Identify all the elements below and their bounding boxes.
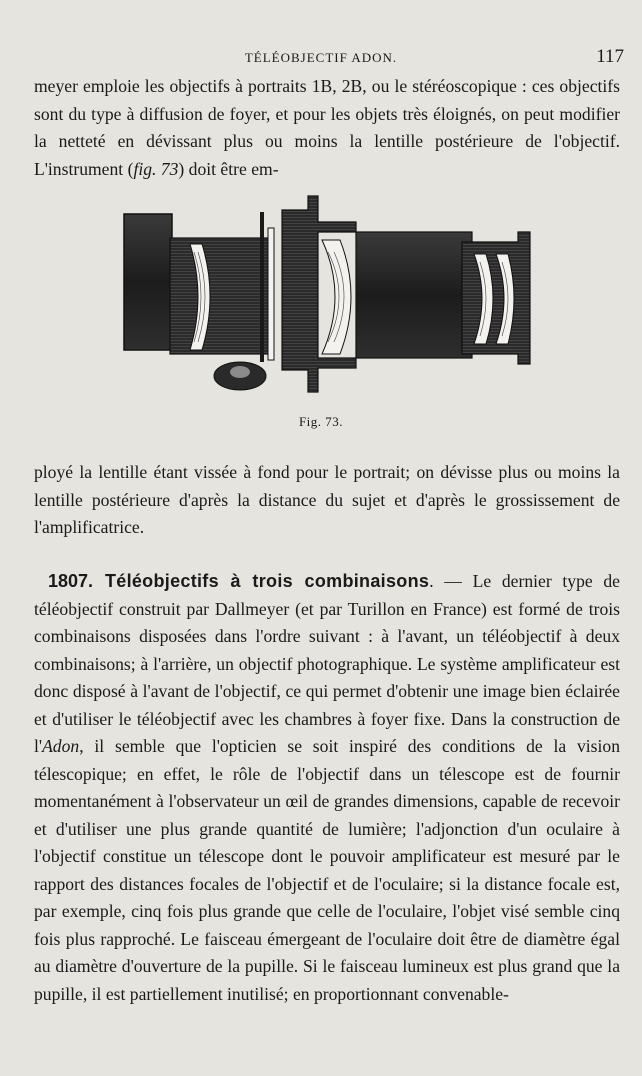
front-hood [124, 214, 172, 350]
running-head [0, 46, 642, 70]
paragraph-1 [34, 73, 620, 183]
section-text-b: , il semble que l'opticien se soit inspiré des conditions de la vision télescopique; en effet, le rôle de l'objectif dans un télescope est de fournir momentanément à l'observateur un œil de grandes dimensions, capable de recevoir et d'utiliser une plus grande quantité de lumière; l'adjonction d'un oculaire à l'objectif constitue un télescope dont le pouvoir amplificateur est mesuré par le rapport des distances focales de l'objectif et de l'oculaire; si la distance focale est, par exemple, cinq fois plus grande que celle de l'oculaire, l'objet visé semble cinq fois plus rapproché. Le faisceau émergeant de l'oculaire doit être de diamètre égal au diamètre d'ouverture de la pupille. Si le faisceau lumineux est plus grand que la pupille, il est partiellement inutilisé; en proportionnant convenable- [34, 736, 620, 1004]
section-number: 1807 [48, 571, 89, 591]
adon-term: Adon [42, 736, 80, 756]
section-title: Téléobjectifs à trois combinaisons [104, 571, 430, 591]
diaphragm [260, 212, 264, 362]
section-text-a: . — Le dernier type de téléobjectif construit par Dallmeyer (et par Turillon en France) est formé de trois combinaisons disposées dans l'ordre suivant : à l'avant, un téléobjectif à deux combinaisons; à l'arrière, un objectif photographique. Le système amplificateur est donc disposé à l'avant de l'objectif, ce qui permet d'obtenir une image bien éclairée et d'utiliser le téléobjectif avec les chambres à foyer fixe. Dans la construction de l' [34, 571, 620, 756]
rear-tube [356, 232, 472, 358]
figure-reference: fig. 73 [133, 158, 179, 179]
lens-cross-section-figure [122, 192, 534, 402]
paragraph-1-text-b: ) doit être em- [178, 158, 279, 179]
paragraph-2: ployé la lentille étant vissée à fond pour le portrait; on dévisse plus ou moins la lentille postérieure d'après la distance du sujet et d'après le grossissement de l'amplificatrice. [34, 462, 620, 537]
page-number: 117 [596, 46, 624, 67]
section-1807: 1807. Téléobjectifs à trois combinaisons. — Le dernier type de téléobjectif construit par Dallmeyer (et par Turillon en France) est formé de trois combinaisons disposées dans l'ordre suivant : à l'avant, un téléobjectif à deux combinaisons; à l'arrière, un objectif photographique. Le système amplificateur est donc disposé à l'avant de l'objectif, ce qui permet d'obtenir une image bien éclairée et d'utiliser le téléobjectif avec les chambres à foyer fixe. Dans la construction de l'Adon, il semble que l'opticien se soit inspiré des conditions de la vision télescopique; en effet, le rôle de l'objectif dans un télescope est de fournir momentanément à l'observateur un œil de grandes dimensions, capable de recevoir et d'utiliser une plus grande quantité de lumière; l'adjonction d'un oculaire à l'objectif constitue un télescope dont le pouvoir amplificateur est mesuré par le rapport des distances focales de l'objectif et de l'oculaire; si la distance focale est, par exemple, cinq fois plus grande que celle de l'oculaire, l'objet visé semble cinq fois plus rapproché. Le faisceau émergeant de l'oculaire doit être de diamètre égal au diamètre d'ouverture de la pupille. Si le faisceau lumineux est plus grand que la pupille, il est partiellement inutilisé; en proportionnant convenable- [34, 571, 620, 1004]
front-tube [170, 238, 268, 354]
running-title: TÉLÉOBJECTIF ADON. [244, 50, 398, 65]
figure-caption: Fig. 73. [298, 414, 344, 429]
paragraph-1-text-a: meyer emploie les objectifs à portraits 1B, 2B, ou le stéréoscopique : ces objectifs sont du type à diffusion de foyer, et pour les objets très éloignés, on peut modifier la netteté en dévissant plus ou moins la lentille postérieure de l'objectif. L'instrument ( [34, 76, 620, 179]
